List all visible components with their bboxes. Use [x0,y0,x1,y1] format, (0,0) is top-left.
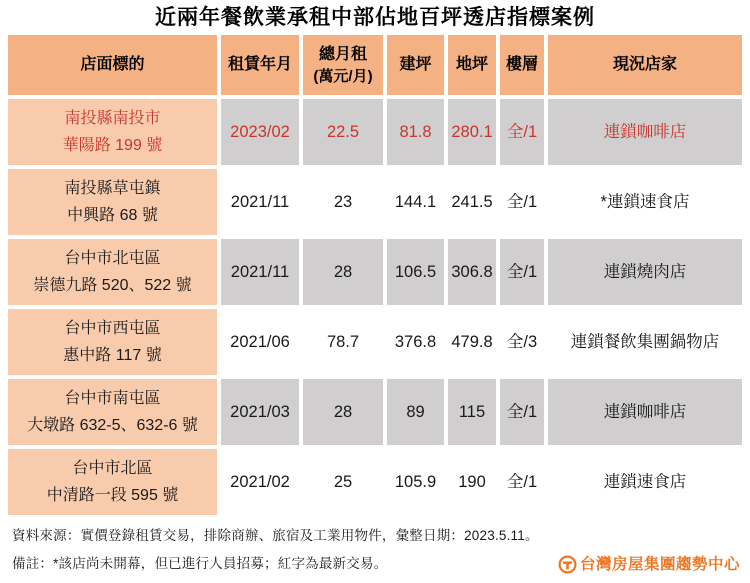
store-cell: 連鎖速食店 [548,449,742,515]
floor-cell: 全/1 [500,169,544,235]
lease-date-cell: 2021/11 [221,169,299,235]
col-header-rent-line2: (萬元/月) [313,67,373,85]
col-header-land-area: 地坪 [448,35,496,95]
rent-cell: 23 [303,169,383,235]
col-header-lease-date: 租賃年月 [221,35,299,95]
col-header-monthly-rent [303,35,383,95]
table-row [8,99,742,165]
lease-date-cell: 2021/11 [221,239,299,305]
address-line-1: 台中市北屯區 [64,249,161,267]
data-source-note: 資料來源：實價登錄租賃交易，排除商辦、旅宿及工業用物件，彙整日期：2023.5.11。 [12,528,539,543]
address-line-2: 華陽路 199 號 [62,137,163,154]
address-line-2: 崇德九路 520、522 號 [33,277,192,294]
store-cell: 連鎖咖啡店 [548,99,742,165]
rent-cell: 28 [303,239,383,305]
land-area-cell: 280.1 [448,99,496,165]
floor-cell: 全/1 [500,379,544,445]
building-area-cell: 105.9 [387,449,444,515]
floor-cell: 全/1 [500,239,544,305]
rent-cell: 28 [303,379,383,445]
land-area-cell: 479.8 [448,309,496,375]
building-area-cell: 81.8 [387,99,444,165]
address-line-2: 大墩路 632-5、632-6 號 [27,417,198,434]
lease-date-cell: 2021/03 [221,379,299,445]
lease-date-cell: 2021/02 [221,449,299,515]
building-area-cell: 106.5 [387,239,444,305]
floor-cell: 全/1 [500,449,544,515]
col-header-building-area: 建坪 [387,35,444,95]
address-line-1: 台中市西屯區 [64,319,161,337]
property-address-cell [8,379,217,445]
property-address-cell [8,309,217,375]
rental-cases-table [4,31,746,519]
col-header-current-store: 現況店家 [548,35,742,95]
floor-cell: 全/1 [500,99,544,165]
store-cell: 連鎖咖啡店 [548,379,742,445]
table-row [8,169,742,235]
store-cell: 連鎖燒肉店 [548,239,742,305]
address-line-2: 中興路 68 號 [67,207,158,224]
store-cell: *連鎖速食店 [548,169,742,235]
floor-cell: 全/3 [500,309,544,375]
land-area-cell: 115 [448,379,496,445]
lease-date-cell: 2021/06 [221,309,299,375]
land-area-cell: 306.8 [448,239,496,305]
footer [12,526,740,577]
table-row [8,239,742,305]
table-row [8,379,742,445]
page-title: 近兩年餐飲業承租中部佔地百坪透店指標案例 [155,6,595,29]
col-header-rent-line1: 總月租 [318,45,367,63]
lease-date-cell: 2023/02 [221,99,299,165]
address-line-1: 台中市北區 [72,459,153,477]
address-line-2: 惠中路 117 號 [63,347,162,364]
store-cell: 連鎖餐飲集團鍋物店 [548,309,742,375]
land-area-cell: 241.5 [448,169,496,235]
address-line-1: 南投縣南投市 [64,109,161,127]
table-row [8,449,742,515]
table-header-row [8,35,742,95]
rent-cell: 25 [303,449,383,515]
building-area-cell: 144.1 [387,169,444,235]
brand-logo-text: 台灣房屋集團趨勢中心 [579,555,740,573]
rent-cell: 22.5 [303,99,383,165]
property-address-cell [8,239,217,305]
col-header-floors: 樓層 [500,35,544,95]
building-area-cell: 89 [387,379,444,445]
property-address-cell [8,169,217,235]
col-header-property: 店面標的 [8,35,217,95]
land-area-cell: 190 [448,449,496,515]
table-row [8,309,742,375]
brand-logo [558,553,740,577]
property-address-cell [8,449,217,515]
rent-cell: 78.7 [303,309,383,375]
address-line-1: 台中市南屯區 [64,389,161,407]
address-line-1: 南投縣草屯鎮 [64,179,161,197]
property-address-cell [8,99,217,165]
taiwan-housing-logo-icon [558,555,577,574]
address-line-2: 中清路一段 595 號 [46,487,179,504]
remark-note: 備註：*該店尚未開幕，但已進行人員招募；紅字為最新交易。 [12,556,388,572]
building-area-cell: 376.8 [387,309,444,375]
